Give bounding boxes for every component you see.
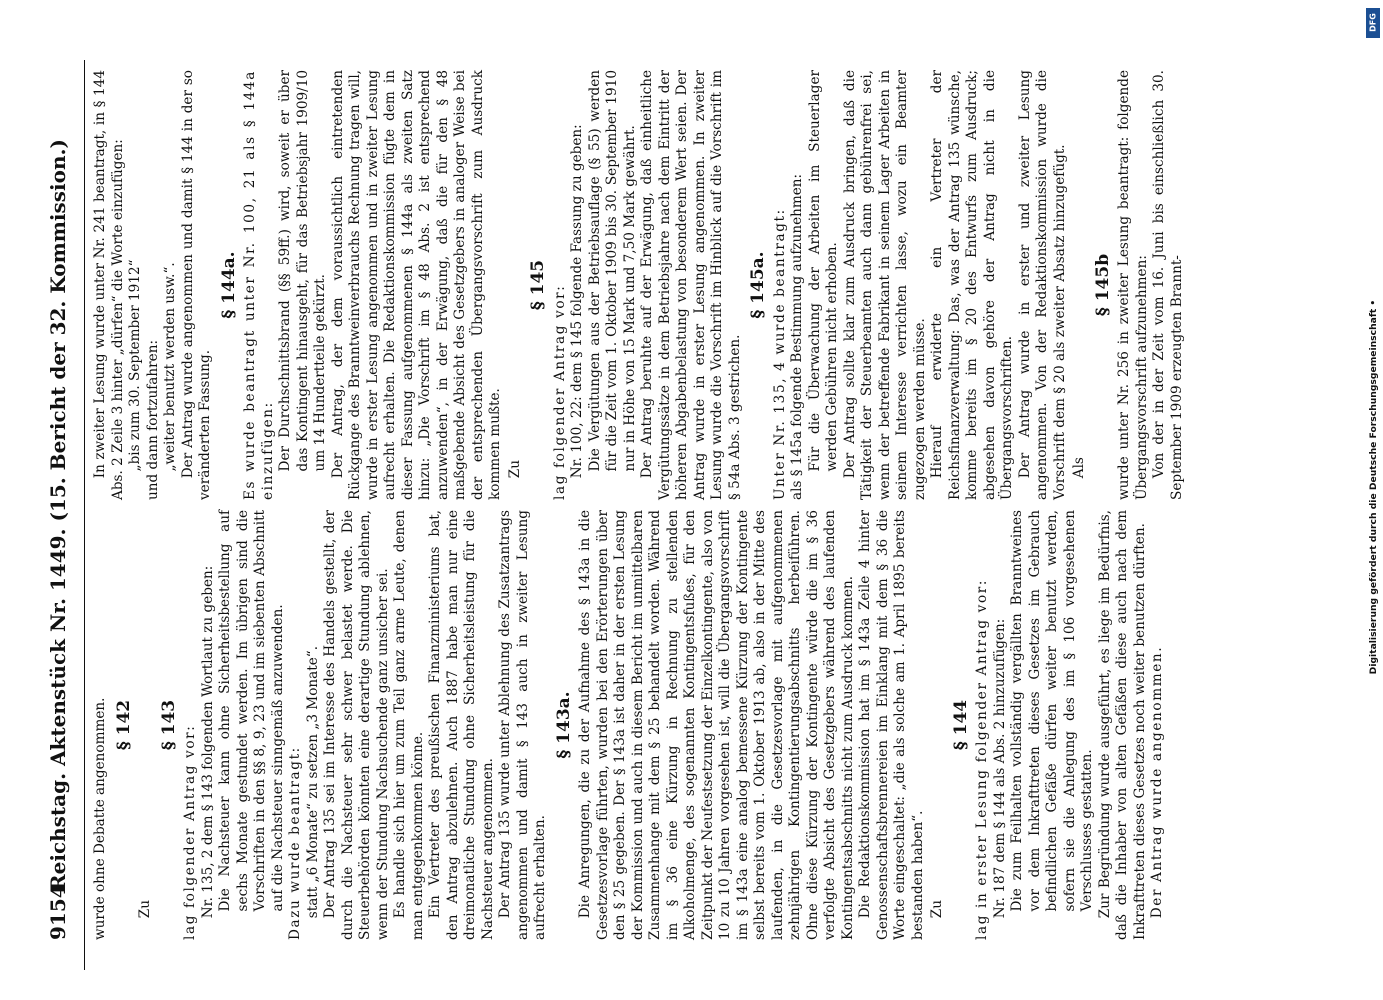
page-number: 9154: [46, 884, 70, 940]
text-line: wurde ohne Debatte angenommen.: [92, 697, 108, 940]
paragraph: Der Antrag 135 wurde unter Ablehnung des Zusatzantrags angenommen und damit § 143 auch in zweiter Lesung aufrecht erhalten.: [497, 510, 548, 940]
paragraph: Die Redaktionskommission hat im § 143a Zeile 4 hinter Genossenschaftsbrennereien im Einklang mit dem § 36 die Worte eingeschaltet: „die als solche am 1. April 1895 bereits bestanden haben“.: [857, 510, 926, 940]
digitization-credit-text: Digitalisierung gefördert durch die Deutsche Forschungsgemeinschaft •: [1368, 299, 1379, 675]
text-line: lag in erster Lesung folgender Antrag vor:: [974, 578, 990, 940]
text-line: Nr. 100, 22: dem § 145 folgende Fassung zu geben:: [569, 124, 585, 479]
section-heading-142: § 142: [113, 699, 134, 751]
paragraph: Der Antrag wurde in erster und zweiter Lesung angenommen. Von der Redaktionskommission wurde die Vorschrift dem § 20 als zweiter Absatz hinzugefügt.: [1016, 70, 1068, 500]
text-line: Zu: [137, 900, 153, 919]
paragraph: Der Antrag wurde angenommen.: [1149, 645, 1165, 919]
dfg-logo-text: DFG: [1368, 13, 1378, 32]
paragraph: Zur Begründung wurde ausgeführt, es liege im Bedürfnis, daß die Inhaber von alten Gefäßen diese auch nach dem Inkrafttreten dieses Gesetzes noch weiter benutzen dürften.: [1096, 510, 1148, 940]
paragraph: Der Antrag wurde angenommen und damit § 144 in der so veränderten Fassung.: [179, 70, 213, 500]
paragraph: Ein Vertreter des preußischen Finanzministeriums bat, den Antrag abzulehnen. Auch 1887 habe man nur eine dreimonatliche Stundung ohne Sicherheitsleistung für die Nachsteuer angenommen.: [427, 510, 496, 940]
text-line: lag folgender Antrag vor:: [182, 724, 198, 940]
section-heading-145a: § 145a.: [748, 251, 768, 319]
paragraph: In zweiter Lesung wurde unter Nr. 241 beantragt, in § 144 Abs. 2 Zeile 3 hinter „dürfen“ die Worte einzufügen:: [92, 70, 126, 500]
paragraph: Es handle sich hier um zum Teil ganz arme Leute, denen man entgegenkommen könne.: [392, 510, 426, 940]
quoted-text: „weiter benutzt werden usw.“.: [162, 262, 178, 472]
section-heading-144a: § 144a.: [218, 251, 239, 319]
text-line: Nr. 135, 2 dem § 143 folgenden Wortlaut zu geben:: [199, 565, 216, 919]
quoted-text: Für die Überwachung der Arbeiten im Steuerlager werden Gebühren nicht erhoben.: [806, 70, 840, 472]
text-line: Unter Nr. 135, 4 wurde beantragt:: [771, 208, 788, 500]
section-heading-145b: § 145b: [1092, 253, 1113, 317]
paragraph: Hierauf erwiderte ein Vertreter der Reichsfinanzverwaltung: Das, was der Antrag 135 wünsche, komme bereits im § 20 des Entwurfs zum Ausdruck; abgesehen davon gehöre der Antrag nicht in die Übergangsvorschriften.: [929, 70, 1015, 500]
section-heading-145: § 145: [528, 259, 548, 311]
left-column: [92, 510, 1167, 940]
text-line: Als: [1071, 457, 1087, 479]
text-line: und dann fortzufahren:: [144, 339, 161, 500]
paragraph: Der Antrag sollte klar zum Ausdruck bringen, daß die Tätigkeit der Steuerbeamten auch dann gebührenfrei sei, wenn der betreffende Fabrikant in seinem Lager Arbeiten in seinem Interesse verrichten lasse, wozu ein Beamter zugezogen werden müsse.: [841, 70, 928, 500]
section-heading-143: § 143: [158, 699, 179, 751]
section-heading-143a: § 143a.: [553, 691, 574, 759]
text-line: Es wurde beantragt unter Nr. 100, 21 als § 144a einzufügen:: [242, 70, 276, 500]
paragraph: Die Anregungen, die zu der Aufnahme des § 143a in die Gesetzesvorlage führten, wurden bei den Erörterungen über den § 25 gegeben. Der § 143a ist daher in der ersten Lesung der Kommission und auch in diesem Bericht im unmittelbaren Zusammenhange mit dem § 25 behandelt worden. Während im § 36 eine Kürzung in Rechnung zu stellenden Alkoholmenge, des sogenannten Kontingentsfußes, für den Zeitpunkt der Neufestsetzung der Einzelkontingente, also von 10 zu 10 Jahren vorgesehen ist, will die Übergangsvorschrift im § 143a eine analog bemessene Kürzung der Kontingente selbst bereits vom 1. Oktober 1913 ab, also in der Mitte des laufenden, in die Gesetzesvorlage mit aufgenommenen zehnjährigen Kontingentierungsabschnitts herbeiführen. Ohne diese Kürzung der Kontingente würde die im § 36 verfolgte Absicht des Gesetzgebers während des laufenden Kontingentsabschnitts nicht zum Ausdruck kommen.: [577, 510, 856, 940]
text-line: Zu: [506, 460, 523, 479]
rotated-page: [40, 60, 1340, 970]
paragraph: Der Antrag beruhte auf der Erwägung, daß einheitliche Vergütungssätze in dem Betriebsjahre nach dem Eintritt der höheren Abgabenbelastung von besonderem Wert seien. Der Antrag wurde in erster Lesung angenommen. In zweiter Lesung wurde die Vorschrift im Hinblick auf die Vorschrift im § 54a Abs. 3 gestrichen.: [639, 70, 743, 500]
text-line: als § 145a folgende Bestimmung aufzunehmen:: [789, 173, 805, 500]
paragraph: Der Antrag 135 sei im Interesse des Handels gestellt, der durch die Nachsteuer sehr schwer belastet werde. Die Steuerbehörden könnten eine derartige Stundung ablehnen, wenn der Stundung Nachsuchende ganz unsicher sei.: [322, 510, 391, 940]
page-header: [40, 60, 85, 970]
text-line: Nr. 187 dem § 144 als Abs. 2 hinzuzufügen:: [991, 618, 1008, 919]
header-title: Reichstag. Aktenstück Nr. 1449. (15. Bericht der 32. Kommission.): [46, 139, 70, 891]
quoted-text: „bis zum 30. September 1912“: [127, 259, 143, 472]
text-line: lag folgender Antrag vor:: [551, 284, 568, 500]
paragraph: wurde unter Nr. 256 in zweiter Lesung beantragt: folgende Übergangsvorschrift aufzunehmen:: [1116, 70, 1150, 500]
text-line: Zu: [929, 900, 945, 919]
quoted-text: Die Vergütungen aus der Betriebsauflage (§ 55) werden für die Zeit vom 1. Oktober 1909 bis 30. September 1910 nur in Höhe von 15 Mark und 7,50 Mark gewährt.: [586, 70, 638, 472]
quoted-text: Der Durchschnittsbrand (§§ 59ff.) wird, soweit er über das Kontingent hinausgeht, für das Betriebsjahr 1909/10 um 14 Hundertteile gekürzt.: [277, 70, 328, 472]
paragraph: Der Antrag, der dem voraussichtlich eintretenden Rückgange des Branntweinverbrauchs Rechnung tragen will, wurde in erster Lesung angenommen und in zweiter Lesung aufrecht erhalten. Die Redaktionskommission fügte dem in dieser Fassung aufgenommenen § 144a als zweiten Satz hinzu: „Die Vorschrift im § 48 Abs. 2 ist entsprechend anzuwenden“, in der Erwägung, daß die für den § 48 maßgebende Absicht des Gesetzgebers in analoger Weise bei der entsprechenden Übergangsvorschrift zum Ausdruck kommen mußte.: [329, 70, 503, 500]
text-line: statt „6 Monate“ zu setzen „3 Monate“.: [304, 645, 321, 919]
quoted-text: Die Nachsteuer kann ohne Sicherheitsbestellung auf sechs Monate gestundet werden. Im übrigen sind die Vorschriften in den §§ 8, 9, 23 und im siebenten Abschnitt auf die Nachsteuer sinngemäß anzuwenden.: [217, 510, 286, 912]
right-column: [92, 70, 1186, 500]
quoted-text: Von der in der Zeit vom 16. Juni bis einschließlich 30. September 1909 erzeugten Brannt-: [1151, 70, 1185, 500]
quoted-text: Die zum Feilhalten vollständig vergällten Branntweines vor dem Inkrafttreten dieses Gesetzes im Gebrauch befindlichen Gefäße dürfen weiter benutzt werden, sofern sie die Anlegung des im § 106 vorgesehenen Verschlusses gestatten.: [1009, 510, 1095, 912]
digitization-credit: [1365, 10, 1379, 990]
text-line: Dazu wurde beantragt:: [287, 746, 303, 940]
section-heading-144: § 144: [950, 699, 971, 751]
